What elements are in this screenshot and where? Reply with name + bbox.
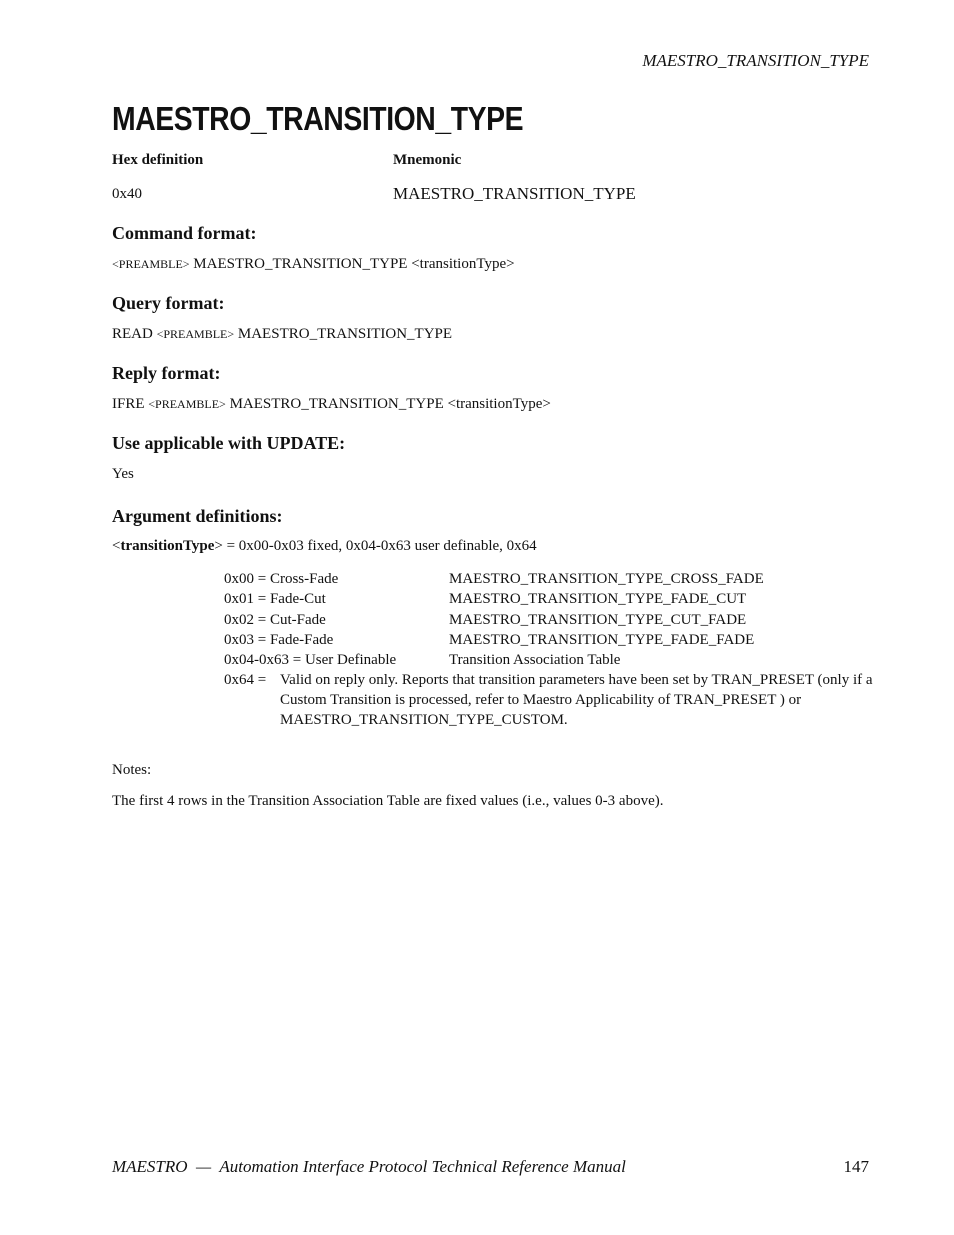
value-meaning: MAESTRO_TRANSITION_TYPE_CROSS_FADE [449,571,764,587]
value-code: 0x04-0x63 = User Definable [224,652,397,669]
value-meaning: Transition Association Table [449,652,621,669]
query-format-heading: Query format: [112,293,225,313]
argument-definition-text: = 0x00-0x03 fixed, 0x04-0x63 user definable, 0x64 [222,538,537,554]
value-meaning: Valid on reply only. Reports that transition parameters have been set by TRAN_PRESET (only if a Custom Transition is processed, refer to Maestro Applicability of TRAN_PRESET ) or MAESTRO_TRANSITION_TYPE_CUSTOM. [280,672,873,729]
notes-label: Notes: [112,762,152,778]
command-format-body: MAESTRO_TRANSITION_TYPE <transitionType> [189,256,515,272]
command-format-heading: Command format: [112,223,257,243]
value-code: 0x64 = [224,672,267,689]
reply-format-heading: Reply format: [112,363,221,383]
table-row [224,630,874,650]
table-row [224,650,874,670]
value-meaning: MAESTRO_TRANSITION_TYPE_FADE_FADE [449,631,755,648]
value-meaning: MAESTRO_TRANSITION_TYPE_CUT_FADE [449,611,747,628]
preamble-token: <PREAMBLE> [112,257,190,271]
value-code: 0x01 = Fade-Cut [224,591,326,608]
reply-format-text [112,396,551,413]
value-code: 0x02 = Cut-Fade [224,611,326,628]
value-meaning: MAESTRO_TRANSITION_TYPE_FADE_CUT [449,591,747,608]
table-row [224,569,874,589]
value-code: 0x03 = Fade-Fade [224,631,334,648]
hex-definition-label: Hex definition [112,152,204,168]
reply-prefix: IFRE [112,396,149,412]
running-header: MAESTRO_TRANSITION_TYPE [642,51,869,70]
argument-values-table [224,569,874,730]
query-format-body: MAESTRO_TRANSITION_TYPE [234,326,453,342]
mnemonic-value: MAESTRO_TRANSITION_TYPE [393,184,636,203]
update-heading: Use applicable with UPDATE: [112,433,346,453]
page-title: MAESTRO_TRANSITION_TYPE [112,100,524,137]
reply-format-body: MAESTRO_TRANSITION_TYPE <transitionType> [225,396,551,412]
table-row [224,610,874,630]
table-row [224,589,874,609]
query-prefix: READ [112,326,157,342]
command-format-text [112,256,515,273]
arg-open-bracket: < [112,538,121,554]
preamble-token: <PREAMBLE> [156,327,235,341]
update-value: Yes [112,466,134,482]
page-number: 147 [843,1157,869,1176]
arg-close-bracket: > [214,538,223,554]
argument-definition [112,538,537,555]
mnemonic-label: Mnemonic [393,152,462,168]
value-code: 0x00 = Cross-Fade [224,571,339,587]
table-row-special [224,670,874,730]
footer-manual-title: MAESTRO — Automation Interface Protocol Technical Reference Manual [112,1157,626,1176]
argument-definitions-heading: Argument definitions: [112,506,283,526]
hex-definition-value: 0x40 [112,186,142,202]
notes-text: The first 4 rows in the Transition Association Table are fixed values (i.e., values 0-3 above). [112,793,664,809]
argument-name: transitionType [120,538,215,554]
query-format-text [112,326,452,343]
preamble-token: <PREAMBLE> [148,397,226,411]
